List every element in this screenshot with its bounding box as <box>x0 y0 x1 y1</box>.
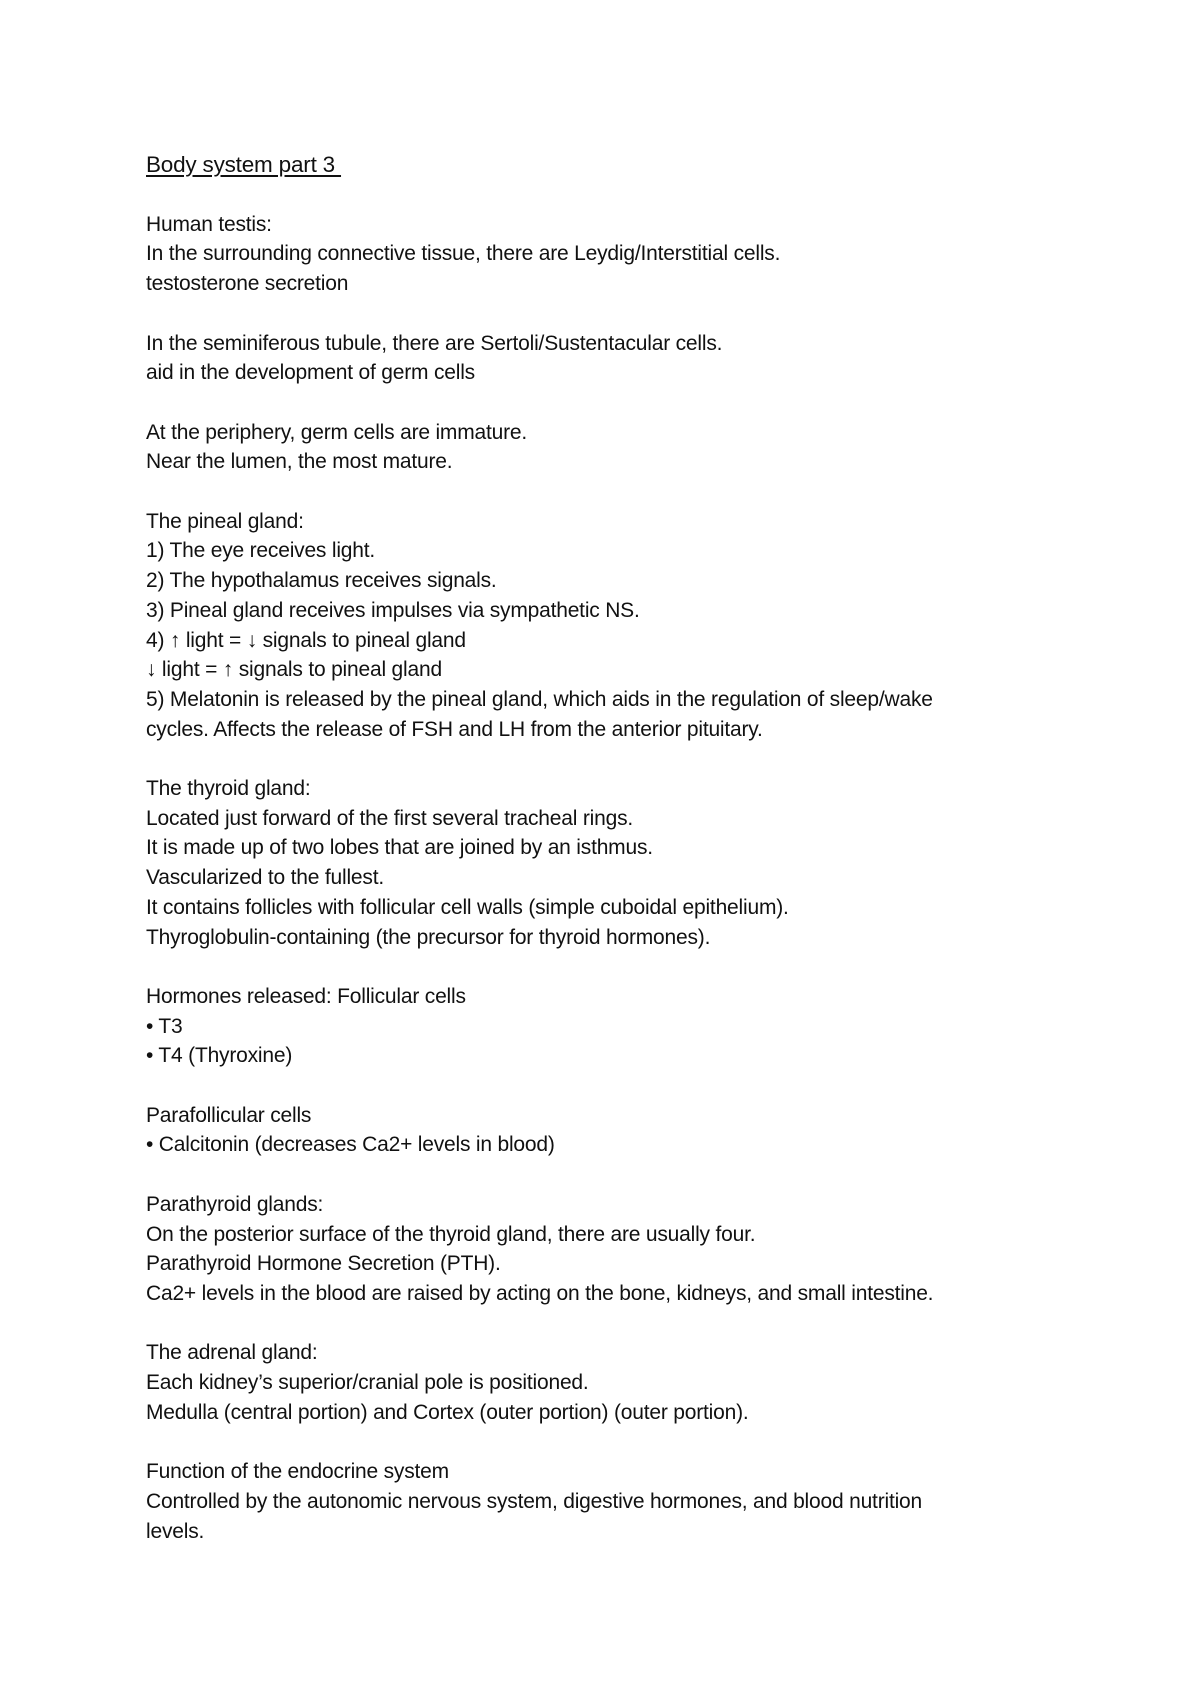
text-line: It is made up of two lobes that are joined by an isthmus. <box>146 836 653 860</box>
text-line: 2) The hypothalamus receives signals. <box>146 569 497 593</box>
text-line: Controlled by the autonomic nervous system, digestive hormones, and blood nutrition <box>146 1489 923 1513</box>
blank-line <box>146 952 1046 982</box>
text-line: testosterone secretion <box>146 272 349 296</box>
blank-line <box>146 1427 1046 1457</box>
blank-line <box>146 1071 1046 1101</box>
document-text-lines <box>146 210 1046 1547</box>
text-line: aid in the development of germ cells <box>146 361 475 385</box>
text-line: The pineal gland: <box>146 509 304 533</box>
text-line: • T4 (Thyroxine) <box>146 1044 293 1068</box>
blank-line <box>146 1309 1046 1339</box>
blank-line <box>146 744 1046 774</box>
text-line: In the surrounding connective tissue, there are Leydig/Interstitial cells. <box>146 242 781 266</box>
text-line: cycles. Affects the release of FSH and LH from the anterior pituitary. <box>146 717 763 741</box>
text-line: At the periphery, germ cells are immature. <box>146 420 528 444</box>
text-line: Ca2+ levels in the blood are raised by acting on the bone, kidneys, and small intestine. <box>146 1281 934 1305</box>
text-line: Parathyroid Hormone Secretion (PTH). <box>146 1252 501 1276</box>
document-title: Body system part 3 <box>146 152 342 177</box>
text-line: • Calcitonin (decreases Ca2+ levels in blood) <box>146 1133 555 1157</box>
text-line: Each kidney’s superior/cranial pole is positioned. <box>146 1371 589 1394</box>
text-line: 5) Melatonin is released by the pineal gland, which aids in the regulation of sleep/wake <box>146 687 933 711</box>
text-line: It contains follicles with follicular cell walls (simple cuboidal epithelium). <box>146 895 789 919</box>
document-body <box>146 150 1046 1546</box>
text-line: On the posterior surface of the thyroid gland, there are usually four. <box>146 1222 756 1246</box>
blank-line <box>146 388 1046 418</box>
text-line: Located just forward of the first several tracheal rings. <box>146 806 634 830</box>
text-line: 1) The eye receives light. <box>146 539 376 563</box>
text-line: levels. <box>146 1519 205 1543</box>
text-line: 4) ↑ light = ↓ signals to pineal gland <box>146 628 466 652</box>
blank-line <box>146 477 1046 507</box>
text-line: Function of the endocrine system <box>146 1460 449 1484</box>
text-line: Near the lumen, the most mature. <box>146 450 453 474</box>
text-line: ↓ light = ↑ signals to pineal gland <box>146 658 442 682</box>
text-line: The thyroid gland: <box>146 777 311 800</box>
text-line: 3) Pineal gland receives impulses via sympathetic NS. <box>146 598 640 622</box>
text-line: Parathyroid glands: <box>146 1192 324 1216</box>
text-line: Human testis: <box>146 212 272 236</box>
blank-line <box>146 299 1046 329</box>
text-line: Parafollicular cells <box>146 1103 312 1127</box>
text-line: Medulla (central portion) and Cortex (outer portion) (outer portion). <box>146 1400 749 1424</box>
text-line: In the seminiferous tubule, there are Sertoli/Sustentacular cells. <box>146 331 723 355</box>
text-line: Vascularized to the fullest. <box>146 866 384 890</box>
text-line: Hormones released: Follicular cells <box>146 984 466 1008</box>
text-line: • T3 <box>146 1014 183 1038</box>
blank-line <box>146 1160 1046 1190</box>
text-line: Thyroglobulin-containing (the precursor for thyroid hormones). <box>146 925 711 949</box>
text-line: The adrenal gland: <box>146 1341 318 1365</box>
